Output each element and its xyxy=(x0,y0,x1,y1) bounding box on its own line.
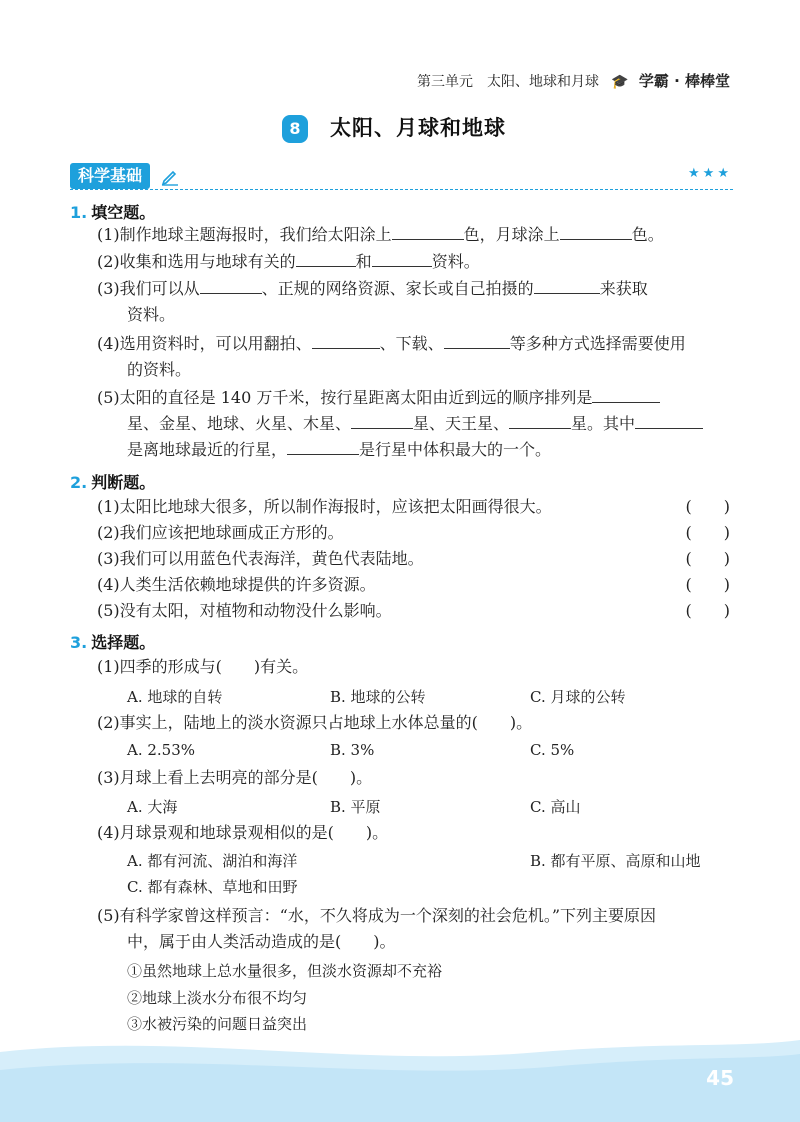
unit-title: 第三单元 太阳、地球和月球 xyxy=(416,74,599,90)
q3-item-3-option-c[interactable]: C. 高山 xyxy=(530,798,581,816)
q3-item-1-option-c[interactable]: C. 月球的公转 xyxy=(530,688,626,706)
q3-item-2-option-c[interactable]: C. 5% xyxy=(530,741,575,759)
pencil-icon xyxy=(160,166,180,186)
q2-answer-box-2[interactable]: ( ) xyxy=(685,523,730,542)
q2-item-3: (3)我们可以用蓝色代表海洋，黄色代表陆地。 xyxy=(97,549,424,568)
q2-item-1: (1)太阳比地球大很多，所以制作海报时，应该把太阳画得很大。 xyxy=(97,497,552,516)
q1-heading: 1. 填空题。 xyxy=(70,203,156,222)
lesson-number-badge: 8 xyxy=(282,115,308,143)
q3-item-3-option-b[interactable]: B. 平原 xyxy=(330,798,381,816)
q3-item-1-option-b[interactable]: B. 地球的公转 xyxy=(330,688,426,706)
q1-item-5-cont: 星、金星、地球、火星、木星、 星、天王星、 星。其中 xyxy=(127,411,703,437)
q1-item-4-cont: 的资料。 xyxy=(127,360,192,379)
q1-item-3: (3)我们可以从 、正规的网络资源、家长或自己拍摄的 来获取 xyxy=(97,276,648,302)
q3-item-5-stem-cont: 中，属于由人类活动造成的是( )。 xyxy=(127,932,396,951)
q3-item-1-stem: (1)四季的形成与( )有关。 xyxy=(97,657,309,676)
q3-item-5-statement-1: ①虽然地球上总水量很多，但淡水资源却不充裕 xyxy=(127,962,443,980)
q3-heading: 3. 选择题。 xyxy=(70,633,156,652)
q3-item-4-option-b[interactable]: B. 都有平原、高原和山地 xyxy=(530,852,701,870)
q3-item-3-stem: (3)月球上看上去明亮的部分是( )。 xyxy=(97,768,373,787)
graduation-cap-icon: 🎓 xyxy=(611,74,629,90)
footer-wave xyxy=(0,1030,800,1122)
q2-answer-box-1[interactable]: ( ) xyxy=(685,497,730,516)
running-header xyxy=(417,70,730,91)
q2-heading: 2. 判断题。 xyxy=(70,473,156,492)
brand-name: 学霸 · 棒棒堂 xyxy=(638,72,730,90)
q2-answer-box-4[interactable]: ( ) xyxy=(685,575,730,594)
q2-answer-box-3[interactable]: ( ) xyxy=(685,549,730,568)
q3-item-4-option-c[interactable]: C. 都有森林、草地和田野 xyxy=(127,878,298,896)
difficulty-stars: ★★★ xyxy=(688,166,732,181)
section-label: 科学基础 xyxy=(70,163,150,189)
q3-item-5-statement-3: ③水被污染的问题日益突出 xyxy=(127,1015,308,1033)
q1-item-2: (2)收集和选用与地球有关的 和 资料。 xyxy=(97,249,480,275)
q3-item-2-option-b[interactable]: B. 3% xyxy=(330,741,375,759)
q2-item-5: (5)没有太阳，对植物和动物没什么影响。 xyxy=(97,601,392,620)
q3-item-3-option-a[interactable]: A. 大海 xyxy=(127,798,178,816)
q1-item-3-cont: 资料。 xyxy=(127,305,176,324)
lesson-title: 太阳、月球和地球 xyxy=(330,116,506,140)
q2-item-2: (2)我们应该把地球画成正方形的。 xyxy=(97,523,344,542)
q1-item-4: (4)选用资料时，可以用翻拍、 、下载、 等多种方式选择需要使用 xyxy=(97,331,686,357)
q2-item-4: (4)人类生活依赖地球提供的许多资源。 xyxy=(97,575,376,594)
q3-item-5-statement-2: ②地球上淡水分布很不均匀 xyxy=(127,989,308,1007)
q1-item-5-cont2: 是离地球最近的行星， 是行星中体积最大的一个。 xyxy=(127,437,551,463)
q3-item-2-stem: (2)事实上，陆地上的淡水资源只占地球上水体总量的( )。 xyxy=(97,713,533,732)
q3-item-1-option-a[interactable]: A. 地球的自转 xyxy=(127,688,223,706)
q3-item-5-stem: (5)有科学家曾这样预言：“水，不久将成为一个深刻的社会危机。”下列主要原因 xyxy=(97,906,657,925)
q3-item-4-stem: (4)月球景观和地球景观相似的是( )。 xyxy=(97,823,389,842)
q1-item-5: (5)太阳的直径是 140 万千米，按行星距离太阳由近到远的顺序排列是 xyxy=(97,385,660,411)
page-number: 45 xyxy=(706,1066,734,1090)
q3-item-2-option-a[interactable]: A. 2.53% xyxy=(127,741,196,759)
q1-item-1: (1)制作地球主题海报时，我们给太阳涂上 色，月球涂上 色。 xyxy=(97,222,664,248)
section-divider xyxy=(70,189,733,190)
q2-answer-box-5[interactable]: ( ) xyxy=(685,601,730,620)
q3-item-4-option-a[interactable]: A. 都有河流、湖泊和海洋 xyxy=(127,852,298,870)
